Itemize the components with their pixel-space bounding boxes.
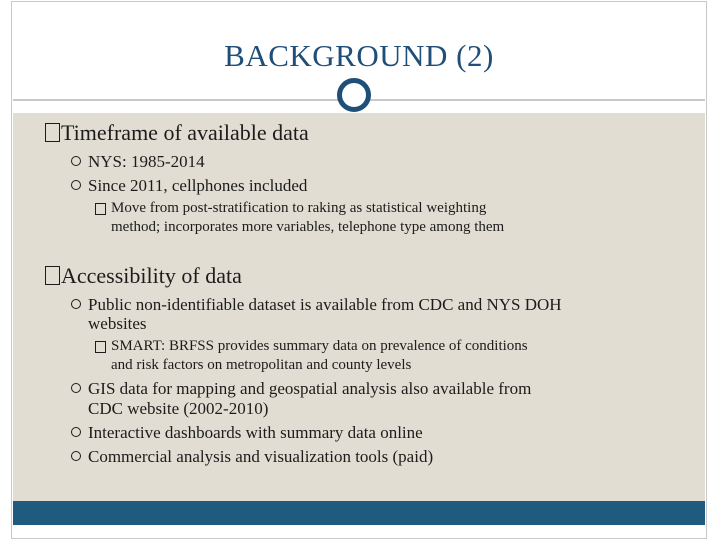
square-bullet-icon (95, 203, 106, 215)
square-bullet-icon (95, 341, 106, 353)
circle-bullet-icon (71, 156, 81, 166)
checkbox-bullet-icon (45, 266, 60, 285)
circle-bullet-icon (71, 180, 81, 190)
circle-bullet-icon (71, 427, 81, 437)
circle-bullet-icon (71, 299, 81, 309)
section-heading: Accessibility of data (45, 263, 242, 289)
circle-bullet-icon (71, 451, 81, 461)
circle-ornament-icon (337, 78, 371, 112)
circle-bullet-icon (71, 383, 81, 393)
slide-title: BACKGROUND (2) (224, 38, 494, 73)
content-area: Timeframe of available data NYS: 1985-2014 Since 2011, cellphones included Move from post-stratification to raking as statistical weighting method; incorporates more variables, telephone type among them Accessibility of data Public non-identifiable dataset is available from CDC and NYS DOH websites SMART: BRFSS provides summary data on prevalence of conditions and risk factors on metropolitan and county levels GIS data for mapping and geospatial analysis also available from CDC website (2002-2010) Interactive dashboards with summary data online Commercial analysis and visualization tools (paid) (13, 113, 705, 501)
section-heading: Timeframe of available data (45, 120, 309, 146)
footer-bar (13, 501, 705, 525)
checkbox-bullet-icon (45, 123, 60, 142)
